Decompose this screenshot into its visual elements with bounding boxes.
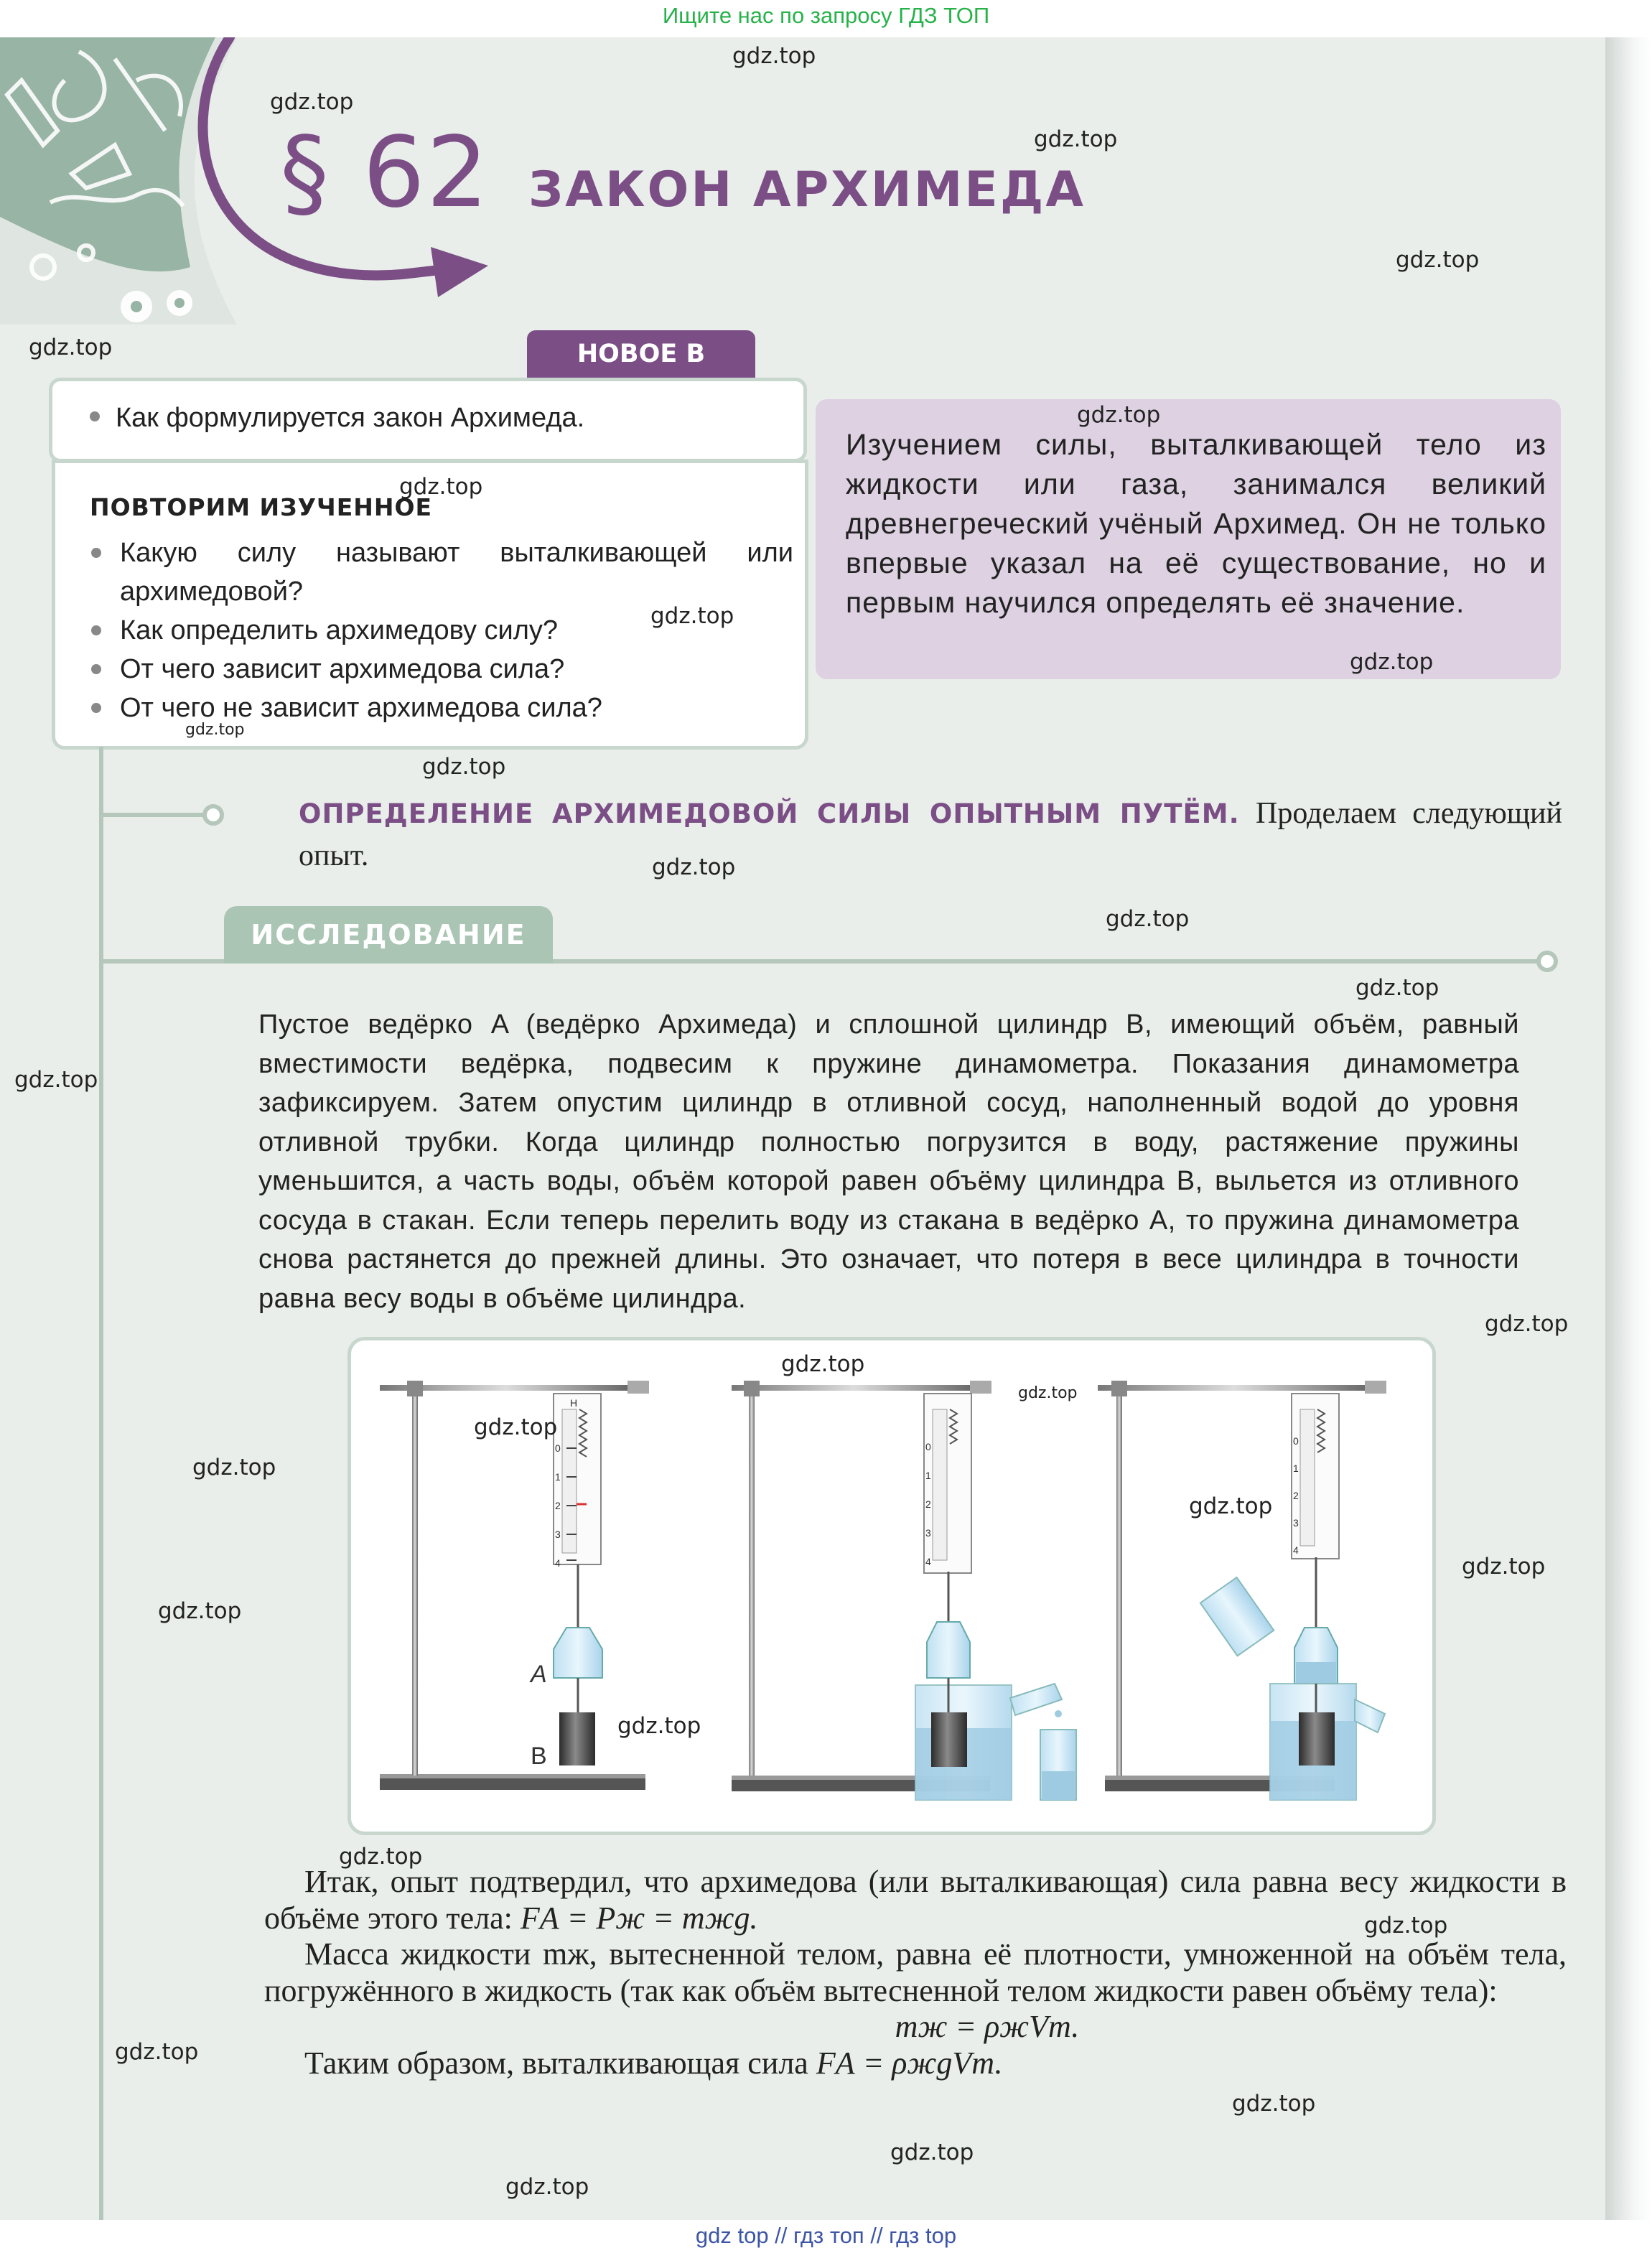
watermark: gdz.top [422, 754, 506, 780]
review-title: ПОВТОРИМ ИЗУЧЕННОЕ [90, 493, 433, 521]
scale-tick-label: 0 [1293, 1435, 1299, 1447]
label-b: B [531, 1743, 547, 1770]
stand-2 [732, 1381, 1076, 1800]
paragraph-number: § 62 [280, 116, 490, 230]
review-list [90, 533, 793, 727]
watermark: gdz.top [192, 1455, 276, 1480]
bottom-site-links[interactable]: gdz top // гдз топ // гдз top [695, 2223, 957, 2248]
conclusion-paragraph-2: Масса жидкости mж, вытесненной телом, равна её плотности, умноженной на объём тела, погружённого в жидкость (так как объём вытесненной телом жидкости равен объёму тела): [264, 1936, 1567, 2008]
bullet-icon [90, 411, 100, 421]
page-title: ЗАКОН АРХИМЕДА [528, 162, 1086, 218]
new-in-lesson-item: Как формулируется закон Архимеда. [116, 403, 585, 433]
scale-tick-label: 2 [555, 1500, 561, 1511]
list-item [90, 403, 584, 434]
scale-tick-label: 3 [1293, 1517, 1299, 1529]
watermark: gdz.top [1350, 649, 1434, 675]
watermark: gdz.top [1396, 247, 1480, 273]
watermark: gdz.top [474, 1414, 558, 1440]
watermark: gdz.top [1232, 2091, 1316, 2117]
guide-node-section [202, 804, 224, 826]
new-in-lesson-box [49, 378, 807, 462]
guide-line-section [101, 813, 213, 817]
scale-tick-label: 4 [1293, 1544, 1299, 1556]
intro-text: Изучением силы, выталкивающей тело из жидкости или газа, занимался великий древнегреческий учёный Архимед. Он не только впервые указал на её существование, но и первым научился определять её значение. [846, 428, 1546, 619]
section-text: Проделаем следующий опыт. [299, 797, 1562, 872]
scale-tick-label: 1 [1293, 1463, 1299, 1474]
watermark: gdz.top [890, 2140, 974, 2165]
watermark: gdz.top [1485, 1311, 1569, 1337]
list-item: Как определить архимедову силу? [90, 611, 793, 650]
label-a: A [531, 1661, 547, 1688]
scale-tick-label: 2 [1293, 1490, 1299, 1501]
section-paragraph [299, 793, 1562, 877]
watermark: gdz.top [1018, 1384, 1078, 1402]
top-search-link[interactable]: Ищите нас по запросу ГДЗ ТОП [662, 3, 990, 28]
watermark: gdz.top [158, 1598, 242, 1624]
intro-box [816, 399, 1561, 679]
watermark: gdz.top [270, 89, 354, 115]
watermark: gdz.top [185, 721, 245, 739]
research-text: Пустое ведёрко A (ведёрко Архимеда) и сплошной цилиндр B, имеющий объём, равный вместимости ведёрка, подвесим к пружине динамометра. Показания динамометра зафиксируем. Затем опустим цилиндр в отливной сосуд, наполненный водой до уровня отливной трубки. Когда цилиндр полностью погрузится в воду, растяжение пружины уменьшится, а часть воды, объём которой равен объёму цилиндра B, выльется из отливного сосуда в стакан. Если теперь перелить воду из стакана в ведёрко A, то пружина динамометра снова растянется до прежней длины. Это означает, что потеря в весе цилиндра в точности равна весу воды в объёме цилиндра. [258, 1009, 1519, 1314]
watermark: gdz.top [1077, 402, 1161, 428]
scale-tick-label: 1 [555, 1471, 561, 1483]
conclusion-p1: Итак, опыт подтвердил, что архимедова (или выталкивающая) сила равна весу жидкости в объёме этого тела: [264, 1864, 1567, 1936]
page-edge-shade [1605, 37, 1652, 2220]
formula-mass: mж = ρжVт. [895, 2009, 1080, 2044]
guide-line-vertical [99, 747, 103, 2220]
scale-tick-label: 3 [925, 1527, 931, 1539]
scale-tick-label: 4 [925, 1556, 931, 1567]
scale-tick-label: 3 [555, 1529, 561, 1540]
formula-buoyant-force: FА = ρжgVт. [816, 2045, 1003, 2081]
watermark: gdz.top [505, 2174, 589, 2200]
watermark: gdz.top [781, 1351, 865, 1377]
conclusion-paragraph-3 [264, 2046, 1567, 2082]
list-item: Какую силу называют выталкивающей или архимедовой? [90, 533, 793, 611]
list-item: От чего зависит архимедова сила? [90, 650, 793, 689]
list-item: От чего не зависит архимедова сила? [90, 689, 793, 727]
guide-node-research [1536, 951, 1558, 972]
stand-1 [380, 1381, 649, 1790]
watermark: gdz.top [115, 2039, 199, 2065]
watermark: gdz.top [617, 1713, 701, 1739]
scale-unit: Н [570, 1397, 578, 1409]
watermark: gdz.top [1106, 906, 1190, 932]
scale-tick-label: 4 [555, 1557, 561, 1569]
watermark: gdz.top [29, 335, 113, 360]
formula-archimedes-force: FА = Pж = mжg. [520, 1900, 758, 1936]
new-in-lesson-tag: НОВОЕ В [527, 330, 755, 378]
watermark: gdz.top [652, 854, 736, 880]
scale-tick-label: 0 [925, 1441, 931, 1452]
watermark: gdz.top [1462, 1554, 1546, 1580]
watermark: gdz.top [1189, 1493, 1273, 1519]
scale-tick-label: 0 [555, 1442, 561, 1454]
watermark: gdz.top [14, 1067, 98, 1093]
conclusion-text [264, 1864, 1567, 2081]
watermark: gdz.top [650, 603, 734, 629]
watermark: gdz.top [1355, 975, 1439, 1001]
watermark: gdz.top [339, 1844, 423, 1870]
experiment-figure [347, 1337, 1436, 1835]
conclusion-p3: Таким образом, выталкивающая сила [304, 2045, 808, 2081]
watermark: gdz.top [1034, 126, 1118, 152]
watermark: gdz.top [732, 43, 816, 69]
watermark: gdz.top [1364, 1913, 1448, 1939]
research-tag: ИССЛЕДОВАНИЕ [224, 906, 553, 964]
section-heading: ОПРЕДЕЛЕНИЕ АРХИМЕДОВОЙ СИЛЫ ОПЫТНЫМ ПУТЁМ. [299, 798, 1240, 829]
scale-tick-label: 2 [925, 1498, 931, 1510]
stand-3 [1098, 1381, 1386, 1800]
scale-tick-label: 1 [925, 1470, 931, 1481]
watermark: gdz.top [399, 474, 483, 500]
